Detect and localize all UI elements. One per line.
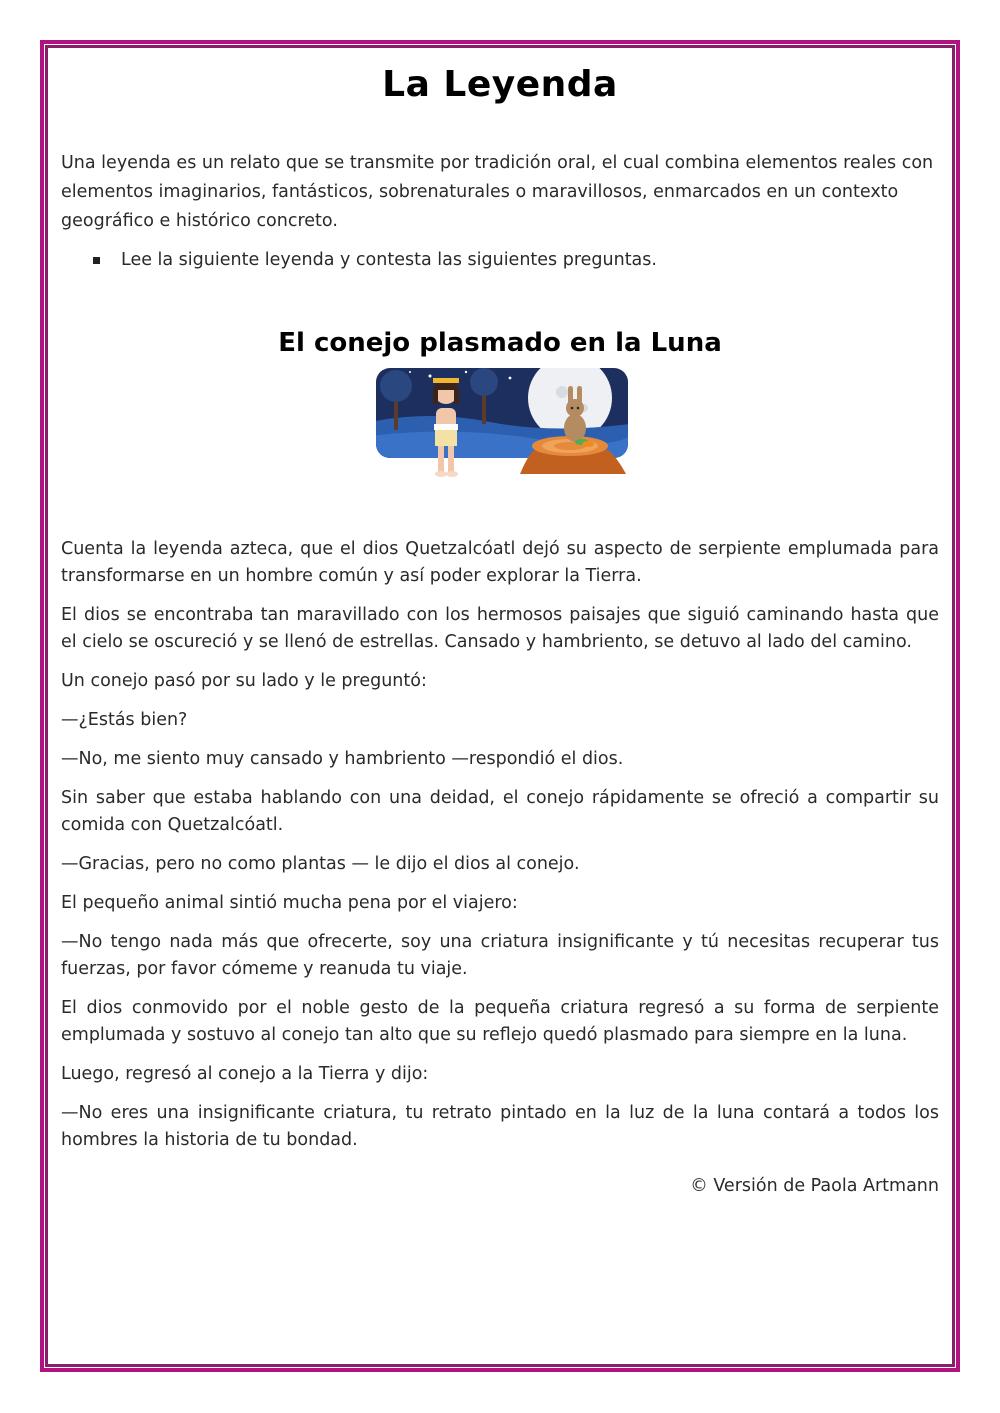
story-body	[61, 536, 939, 1154]
intro-paragraph: Una leyenda es un relato que se transmite por tradición oral, el cual combina elementos reales con elementos imaginarios, fantásticos, sobrenaturales o maravillosos, enmarcados en un contexto geográfico e histórico concreto.	[61, 153, 934, 231]
story-paragraph: —No eres una insignificante criatura, tu retrato pintado en la luz de la luna contará a todos los hombres la historia de tu bondad.	[61, 1103, 939, 1150]
story-paragraph: Cuenta la leyenda azteca, que el dios Quetzalcóatl dejó su aspecto de serpiente emplumada para transformarse en un hombre común y así poder explorar la Tierra.	[61, 539, 939, 586]
story-paragraph: El dios conmovido por el noble gesto de la pequeña criatura regresó a su forma de serpiente emplumada y sostuvo al conejo tan alto que su reflejo quedó plasmado para siempre en la luna.	[61, 998, 939, 1045]
instruction-item	[91, 246, 939, 275]
god-figure	[433, 378, 459, 477]
aztec-god-and-rabbit-illustration	[370, 364, 630, 486]
instruction-list	[91, 246, 939, 275]
author-credit: © Versión de Paola Artmann	[690, 1176, 939, 1196]
instruction-text: Lee la siguiente leyenda y contesta las siguientes preguntas.	[121, 250, 657, 270]
story-paragraph: —No, me siento muy cansado y hambriento —respondió el dios.	[61, 749, 624, 769]
story-paragraph: —¿Estás bien?	[61, 710, 188, 730]
square-bullet-icon	[93, 257, 100, 264]
worksheet-content	[61, 60, 939, 1201]
story-paragraph: El pequeño animal sintió mucha pena por el viajero:	[61, 893, 518, 913]
story-paragraph: El dios se encontraba tan maravillado con los hermosos paisajes que siguió caminando hasta que el cielo se oscureció y se llenó de estrellas. Cansado y hambriento, se detuvo al lado del camino.	[61, 605, 939, 652]
page-title: La Leyenda	[382, 64, 618, 105]
story-paragraph: —Gracias, pero no como plantas — le dijo el dios al conejo.	[61, 854, 580, 874]
story-paragraph: Un conejo pasó por su lado y le preguntó:	[61, 671, 427, 691]
story-paragraph: Sin saber que estaba hablando con una deidad, el conejo rápidamente se ofreció a compartir su comida con Quetzalcóatl.	[61, 788, 939, 835]
story-paragraph: Luego, regresó al conejo a la Tierra y dijo:	[61, 1064, 429, 1084]
story-paragraph: —No tengo nada más que ofrecerte, soy una criatura insignificante y tú necesitas recuperar tus fuerzas, por favor cómeme y reanuda tu viaje.	[61, 932, 939, 979]
story-title: El conejo plasmado en la Luna	[278, 328, 722, 358]
